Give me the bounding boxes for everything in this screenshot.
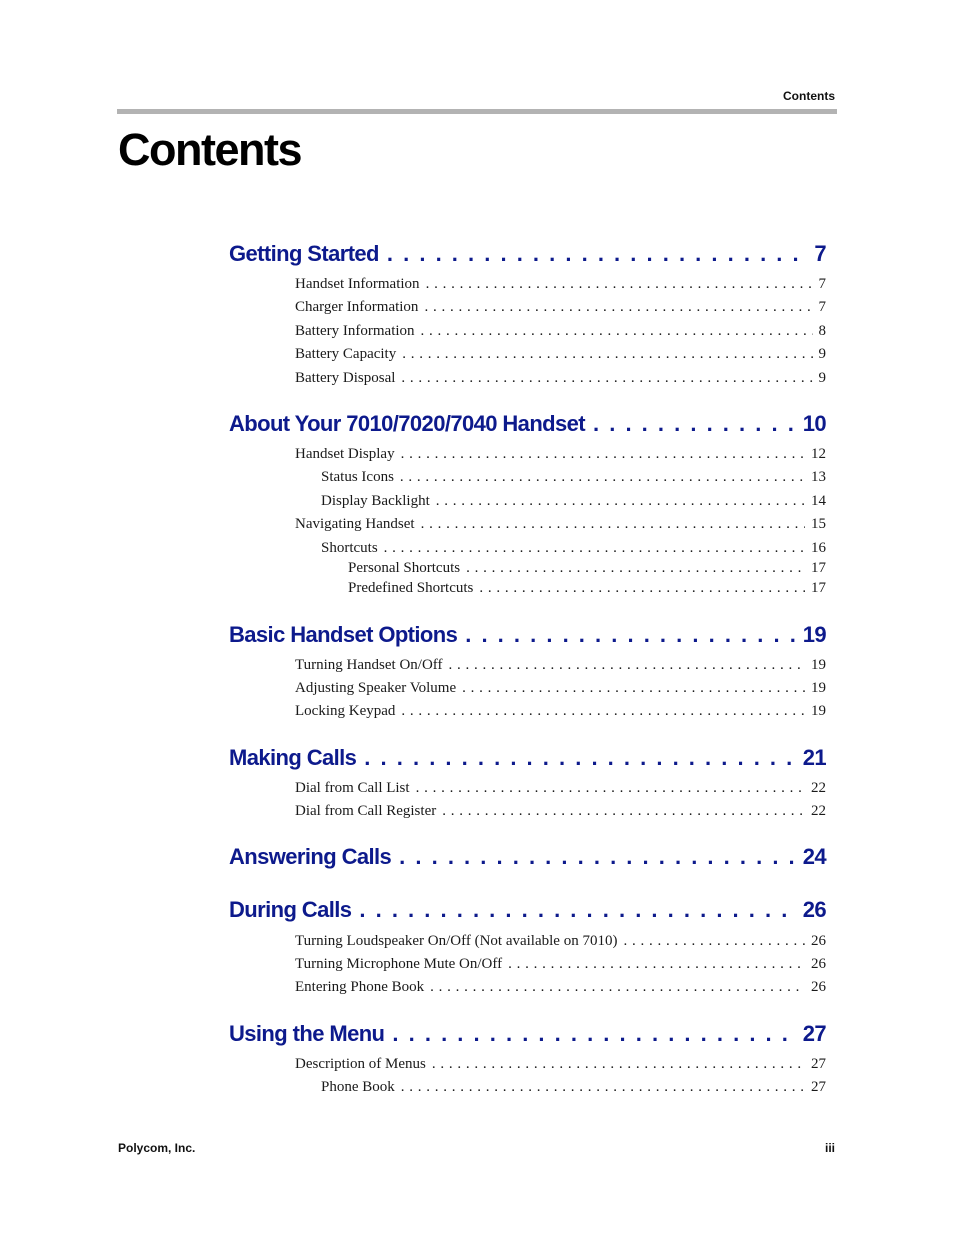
dot-leader — [416, 780, 805, 797]
toc-entry[interactable] — [321, 469, 826, 486]
toc-entry-title: Personal Shortcuts — [348, 560, 461, 576]
toc-chapter-title: About Your 7010/7020/7040 Handset — [229, 411, 585, 436]
toc-chapter-title: Answering Calls — [229, 844, 392, 869]
dot-leader — [465, 622, 794, 648]
toc-page-number: 19 — [811, 680, 826, 696]
dot-leader — [421, 516, 805, 533]
toc-entry[interactable] — [348, 580, 826, 597]
dot-leader — [593, 411, 795, 437]
toc-entry[interactable] — [295, 1056, 826, 1073]
dot-leader — [400, 469, 805, 486]
toc-entry[interactable] — [295, 346, 826, 363]
toc-page-number: 17 — [811, 580, 826, 596]
toc-entry-title: Battery Disposal — [295, 370, 396, 386]
dot-leader — [359, 897, 794, 923]
toc-chapter-basic-options[interactable] — [229, 622, 826, 648]
toc-entry[interactable] — [295, 956, 826, 973]
toc-page-number: 7 — [814, 241, 826, 266]
toc-entry-title: Locking Keypad — [295, 703, 396, 719]
toc-page-number: 17 — [811, 560, 826, 576]
toc-chapter-getting-started[interactable] — [229, 241, 826, 267]
dot-leader — [401, 1079, 805, 1096]
dot-leader — [424, 299, 812, 316]
toc-page-number: 15 — [811, 516, 826, 532]
toc-entry-title: Battery Information — [295, 323, 415, 339]
toc-entry-title: Dial from Call List — [295, 780, 410, 796]
toc-entry[interactable] — [348, 560, 826, 577]
toc-page-number: 10 — [802, 411, 826, 436]
toc-chapter-during-calls[interactable] — [229, 897, 826, 923]
toc-chapter-title: Basic Handset Options — [229, 622, 458, 647]
toc-chapter-title: Making Calls — [229, 745, 357, 770]
toc-page-number: 19 — [811, 703, 826, 719]
toc-entry[interactable] — [295, 703, 826, 720]
toc-page-number: 27 — [811, 1056, 826, 1072]
toc-entry-title: Status Icons — [321, 469, 394, 485]
toc-page-number: 9 — [818, 346, 826, 362]
toc-entry[interactable] — [295, 680, 826, 697]
dot-leader — [421, 323, 813, 340]
toc-page-number: 21 — [802, 745, 826, 770]
dot-leader — [442, 803, 805, 820]
dot-leader — [479, 580, 805, 597]
toc-page-number: 26 — [811, 979, 826, 995]
toc-entry[interactable] — [321, 493, 826, 510]
toc-page-number: 26 — [802, 897, 826, 922]
dot-leader — [462, 680, 805, 697]
toc-entry-title: Display Backlight — [321, 493, 430, 509]
dot-leader — [387, 241, 806, 267]
toc-entry-title: Charger Information — [295, 299, 419, 315]
toc-entry-title: Turning Handset On/Off — [295, 657, 443, 673]
toc-entry[interactable] — [321, 540, 826, 557]
toc-page-number: 24 — [802, 844, 826, 869]
toc-entry[interactable] — [295, 979, 826, 996]
toc-page-number: 12 — [811, 446, 826, 462]
toc-page-number: 26 — [811, 933, 826, 949]
dot-leader — [508, 956, 805, 973]
toc-chapter-about-handset[interactable] — [229, 411, 826, 437]
toc-entry-title: Phone Book — [321, 1079, 395, 1095]
dot-leader — [401, 446, 805, 463]
toc-entry-title: Description of Menus — [295, 1056, 426, 1072]
toc-entry-title: Shortcuts — [321, 540, 378, 556]
dot-leader — [623, 933, 805, 950]
toc-entry-title: Adjusting Speaker Volume — [295, 680, 457, 696]
dot-leader — [430, 979, 805, 996]
toc-entry-title: Predefined Shortcuts — [348, 580, 474, 596]
toc-entry[interactable] — [295, 780, 826, 797]
dot-leader — [426, 276, 813, 293]
toc-page-number: 7 — [818, 299, 826, 315]
toc-page-number: 19 — [811, 657, 826, 673]
running-header: Contents — [783, 89, 835, 103]
dot-leader — [432, 1056, 805, 1073]
footer-company: Polycom, Inc. — [118, 1141, 196, 1155]
toc-page-number: 7 — [818, 276, 826, 292]
toc-entry[interactable] — [295, 299, 826, 316]
toc-chapter-title: During Calls — [229, 897, 352, 922]
toc-chapter-title: Getting Started — [229, 241, 379, 266]
toc-entry[interactable] — [295, 657, 826, 674]
toc-entry-title: Entering Phone Book — [295, 979, 425, 995]
toc-page-number: 27 — [802, 1021, 826, 1046]
toc-entry[interactable] — [295, 276, 826, 293]
toc-entry[interactable] — [295, 446, 826, 463]
toc-page-number: 26 — [811, 956, 826, 972]
toc-page-number: 16 — [811, 540, 826, 556]
toc-chapter-title: Using the Menu — [229, 1021, 385, 1046]
dot-leader — [402, 346, 812, 363]
dot-leader — [436, 493, 805, 510]
toc-chapter-making-calls[interactable] — [229, 745, 826, 771]
toc-entry[interactable] — [295, 516, 826, 533]
toc-entry-title: Handset Display — [295, 446, 395, 462]
dot-leader — [392, 1021, 794, 1047]
dot-leader — [399, 844, 795, 870]
toc-page-number: 19 — [802, 622, 826, 647]
page-title: Contents — [118, 124, 301, 175]
toc-page-number: 14 — [811, 493, 826, 509]
toc-chapter-answering-calls[interactable] — [229, 844, 826, 870]
toc-entry-title: Turning Microphone Mute On/Off — [295, 956, 503, 972]
footer-page-number: iii — [824, 1141, 835, 1155]
toc-entry[interactable] — [321, 1079, 826, 1096]
dot-leader — [449, 657, 805, 674]
toc-page-number: 13 — [811, 469, 826, 485]
toc-entry-title: Handset Information — [295, 276, 420, 292]
toc-page-number: 8 — [818, 323, 826, 339]
dot-leader — [364, 745, 794, 771]
toc-entry-title: Dial from Call Register — [295, 803, 437, 819]
toc-entry-title: Battery Capacity — [295, 346, 397, 362]
toc-entry-title: Navigating Handset — [295, 516, 415, 532]
toc-page-number: 9 — [818, 370, 826, 386]
toc-entry[interactable] — [295, 370, 826, 387]
dot-leader — [384, 540, 805, 557]
dot-leader — [401, 370, 812, 387]
toc-entry[interactable] — [295, 803, 826, 820]
dot-leader — [466, 560, 805, 577]
toc-page-number: 22 — [811, 803, 826, 819]
toc-page-number: 22 — [811, 780, 826, 796]
toc-entry[interactable] — [295, 933, 826, 950]
toc-entry[interactable] — [295, 323, 826, 340]
toc-chapter-using-menu[interactable] — [229, 1021, 826, 1047]
toc-page-number: 27 — [811, 1079, 826, 1095]
toc-entry-title: Turning Loudspeaker On/Off (Not available on 7010) — [295, 933, 618, 949]
dot-leader — [401, 703, 805, 720]
